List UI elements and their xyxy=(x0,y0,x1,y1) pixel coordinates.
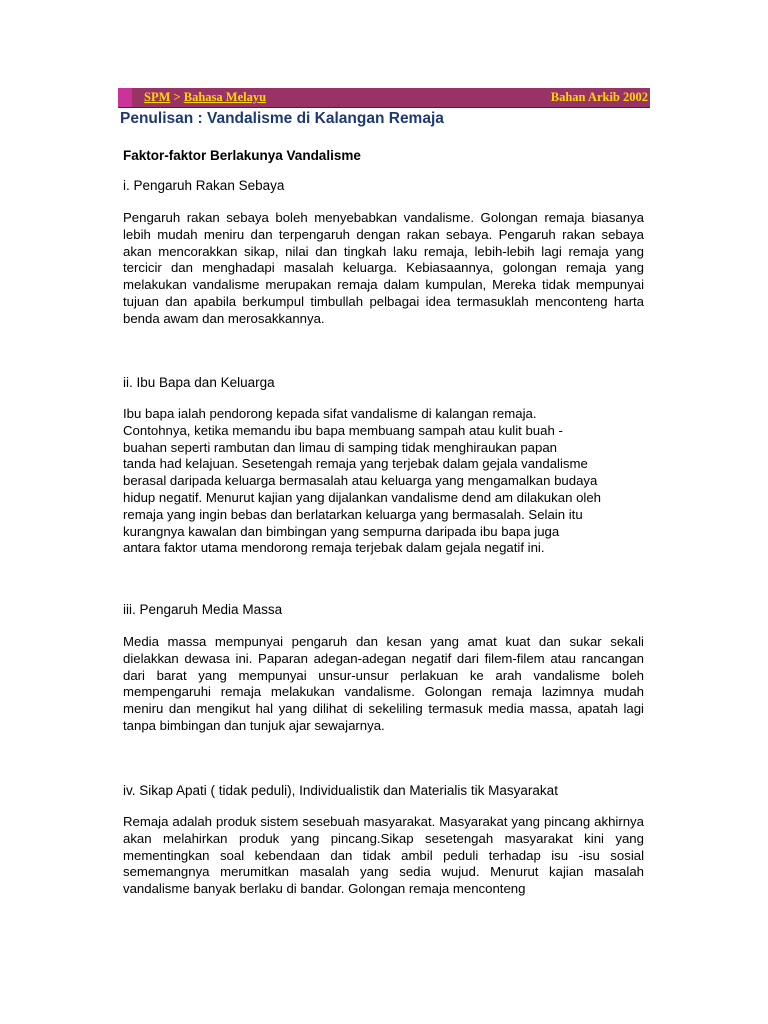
breadcrumb-link-bahasa-melayu[interactable]: Bahasa Melayu xyxy=(183,90,267,104)
paragraph-line: berasal daripada keluarga bermasalah atau keluarga yang mengamalkan budaya xyxy=(123,473,598,489)
paragraph-line: termasuk media massa, apatah lagi tanpa bimbingan dan tunjuk ajar sewajarnya. xyxy=(123,701,644,733)
factor-heading-1: i. Pengaruh Rakan Sebaya xyxy=(123,178,285,193)
paragraph-line: pelbagai idea termasuklah menconteng harta benda awam dan merosakkannya. xyxy=(123,293,644,326)
factor-paragraph-1 xyxy=(123,210,644,328)
section-heading: Faktor-faktor Berlakunya Vandalisme xyxy=(123,148,361,163)
paragraph-line: Pengaruh rakan sebaya boleh menyebabkan vandalisme. Golongan remaja xyxy=(123,210,585,225)
paragraph-line: biasanya lebih mudah meniru dan terpengaruh dengan rakan sebaya. Pengaruh xyxy=(123,210,644,242)
paragraph-line: buahan seperti rambutan dan limau di samping tidak menghiraukan papan xyxy=(123,439,558,455)
banner-marker xyxy=(118,88,132,107)
factor-paragraph-3 xyxy=(123,634,644,735)
factor-heading-3: iii. Pengaruh Media Massa xyxy=(123,602,283,617)
paragraph-line: kini yang mementingkan soal kebendaan dan tidak ambil peduli terhadap isu -isu xyxy=(123,830,644,863)
paragraph-line: rancangan dari barat yang mempunyai unsur-unsur perlakuan ke arah xyxy=(123,650,644,683)
paragraph-line: rakan sebaya akan mencorakkan sikap, nilai dan tingkah laku remaja, lebih-lebih xyxy=(123,226,645,259)
factor-paragraph-4 xyxy=(123,814,644,898)
factor-heading-2: ii. Ibu Bapa dan Keluarga xyxy=(123,375,275,390)
breadcrumb-banner xyxy=(118,88,650,108)
paragraph-line: kumpulan, Mereka tidak mempunyai tujuan dan apabila berkumpul timbullah xyxy=(123,277,644,309)
paragraph-line: Contohnya, ketika memandu ibu bapa membuang sampah atau kulit buah - xyxy=(123,422,563,438)
factor-paragraph-2 xyxy=(123,406,644,557)
paragraph-line: vandalisme boleh mempengaruhi remaja melakukan vandalisme. Golongan xyxy=(123,667,644,700)
breadcrumb xyxy=(144,90,266,105)
paragraph-line: kurangnya kawalan dan bimbingan yang sempurna daripada ibu bapa juga xyxy=(123,523,560,539)
paragraph-line: dielakkan dewasa ini. Paparan adegan-adegan negatif dari filem-filem atau xyxy=(123,650,576,666)
paragraph-line: remaja lazimnya mudah meniru dan mengikut hal yang dilihat di sekeliling xyxy=(123,684,644,717)
archive-label: Bahan Arkib 2002 xyxy=(550,90,648,104)
breadcrumb-separator: > xyxy=(173,90,181,104)
page-title: Penulisan : Vandalisme di Kalangan Remaja xyxy=(120,110,444,127)
factor-heading-4: iv. Sikap Apati ( tidak peduli), Individualistik dan Materialis tik Masyarakat xyxy=(123,783,558,798)
paragraph-line: antara faktor utama mendorong remaja terjebak dalam gejala negatif ini. xyxy=(123,540,545,556)
paragraph-line: masalah vandalisme banyak berlaku di bandar. Golongan remaja menconteng xyxy=(123,864,644,897)
paragraph-line: remaja yang ingin bebas dan berlatarkan keluarga yang bermasalah. Selain itu xyxy=(123,506,583,522)
paragraph-line: akhirnya akan melahirkan produk yang pincang.Sikap sesetengah masyarakat xyxy=(123,814,644,846)
paragraph-line: golongan remaja yang melakukan vandalisme merupakan remaja dalam xyxy=(123,260,644,293)
paragraph-line: lagi remaja yang tercicir dan menghadapi masalah keluarga. Kebiasaannya, xyxy=(123,243,645,276)
paragraph-line: sosial sememangnya merumitkan masalah yang sedia wujud. Menurut kajian xyxy=(123,847,645,880)
paragraph-line: Remaja adalah produk sistem sesebuah masyarakat. Masyarakat yang pincang xyxy=(123,814,591,829)
paragraph-line: Ibu bapa ialah pendorong kepada sifat vandalisme di kalangan remaja. xyxy=(123,406,537,421)
paragraph-line: Media massa mempunyai pengaruh dan kesan yang amat kuat dan sukar sekali xyxy=(123,634,644,649)
paragraph-line: tanda had kelajuan. Sesetengah remaja yang terjebak dalam gejala vandalisme xyxy=(123,456,588,472)
breadcrumb-link-spm[interactable]: SPM xyxy=(144,90,171,104)
paragraph-line: hidup negatif. Menurut kajian yang dijalankan vandalisme dend am dilakukan oleh xyxy=(123,489,601,505)
